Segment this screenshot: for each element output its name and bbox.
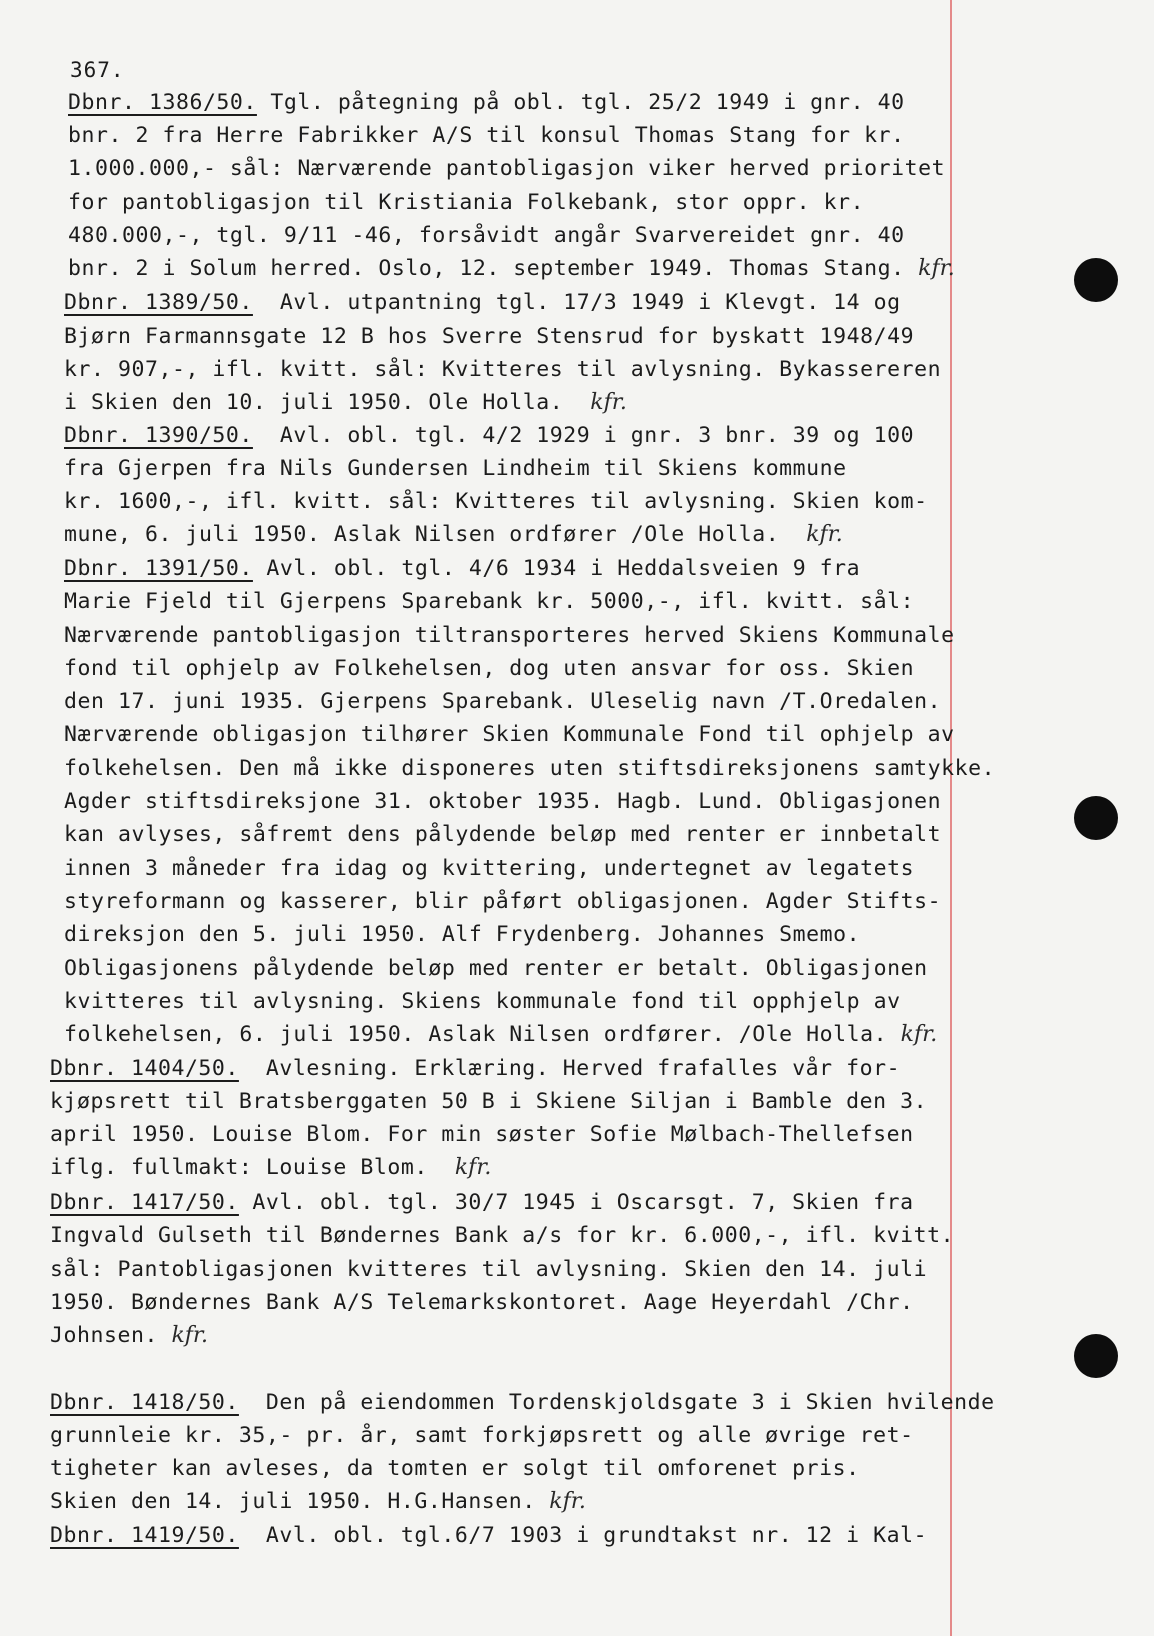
punch-hole — [1074, 1334, 1118, 1378]
entry-text: Avl. obl. tgl.6/7 1903 i grundtakst nr. 12 i Kal- — [265, 1523, 928, 1548]
entry-text: sål: Pantobligasjonen kvitteres til avlysning. Skien den 14. juli — [50, 1257, 928, 1282]
entry-number: Dbnr. 1419/50. — [50, 1523, 239, 1548]
entry-number: Dbnr. 1391/50. — [64, 556, 253, 581]
entry-text: fond til ophjelp av Folkehelsen, dog uten ansvar for oss. Skien — [64, 656, 915, 681]
entry-text: kvitteres til avlysning. Skiens kommunale fond til opphjelp av — [64, 989, 901, 1014]
entry-text: Avl. obl. tgl. 4/6 1934 i Heddalsveien 9 fra — [266, 556, 861, 581]
entry-text: kr. 1600,-, ifl. kvitt. sål: Kvitteres til avlysning. Skien kom- — [64, 489, 928, 514]
entry-text: 480.000,-, tgl. 9/11 -46, forsåvidt angår Svarvereidet gnr. 40 — [68, 223, 905, 248]
entry-text: for pantobligasjon til Kristiania Folkebank, stor oppr. kr. — [68, 190, 865, 215]
punch-hole — [1074, 796, 1118, 840]
entry-text: innen 3 måneder fra idag og kvittering, undertegnet av legatets — [64, 856, 915, 881]
entry-text: tigheter kan avleses, da tomten er solgt til omforenet pris. — [50, 1456, 860, 1481]
entry-number: Dbnr. 1390/50. — [64, 423, 253, 448]
entry-text: april 1950. Louise Blom. For min søster Sofie Mølbach-Thellefsen — [50, 1122, 914, 1147]
entry-text: Ingvald Gulseth til Bøndernes Bank a/s for kr. 6.000,-, ifl. kvitt. — [50, 1223, 955, 1248]
punch-hole — [1074, 258, 1118, 302]
entry-text: Agder stiftsdireksjone 31. oktober 1935. Hagb. Lund. Obligasjonen — [64, 789, 942, 814]
initials-signature: kfr. — [900, 1022, 938, 1047]
entry-number: Dbnr. 1404/50. — [50, 1056, 239, 1081]
initials-signature: kfr. — [806, 522, 843, 547]
entry-text: mune, 6. juli 1950. Aslak Nilsen ordfører /Ole Holla. — [64, 522, 780, 547]
entry-number: Dbnr. 1418/50. — [50, 1390, 239, 1415]
entry-text: Tgl. påtegning på obl. tgl. 25/2 1949 i gnr. 40 — [270, 90, 905, 115]
entry-text: folkehelsen, 6. juli 1950. Aslak Nilsen ordfører. /Ole Holla. — [64, 1022, 888, 1047]
entry-text: styreformann og kasserer, blir påført obligasjonen. Agder Stifts- — [64, 889, 942, 914]
entry-text: bnr. 2 i Solum herred. Oslo, 12. september 1949. Thomas Stang. — [68, 256, 905, 281]
initials-signature: kfr. — [171, 1323, 209, 1348]
entry-text: bnr. 2 fra Herre Fabrikker A/S til konsul Thomas Stang for kr. — [68, 123, 905, 148]
entry-text: Avl. obl. tgl. 30/7 1945 i Oscarsgt. 7, Skien fra — [252, 1190, 914, 1215]
entry-text: Den på eiendommen Tordenskjoldsgate 3 i Skien hvilende — [265, 1390, 995, 1415]
entry-text: kan avlyses, såfremt dens pålydende beløp med renter er innbetalt — [64, 822, 942, 847]
entry-text: direksjon den 5. juli 1950. Alf Frydenberg. Johannes Smemo. — [64, 922, 861, 947]
entry-number: Dbnr. 1389/50. — [64, 290, 253, 315]
entry-text: Avl. utpantning tgl. 17/3 1949 i Klevgt. 14 og — [279, 290, 901, 315]
entry-text: Nærværende obligasjon tilhører Skien Kommunale Fond til ophjelp av — [64, 722, 955, 747]
entry-text: kjøpsrett til Bratsberggaten 50 B i Skiene Siljan i Bamble den 3. — [50, 1089, 928, 1114]
initials-signature: kfr. — [549, 1489, 586, 1514]
entry-text: 1.000.000,- sål: Nærværende pantobligasjon viker herved prioritet — [68, 156, 946, 181]
entry-text: Bjørn Farmannsgate 12 B hos Sverre Stensrud for byskatt 1948/49 — [64, 324, 915, 349]
initials-signature: kfr. — [918, 256, 955, 281]
entry-text: Obligasjonens pålydende beløp med renter er betalt. Obligasjonen — [64, 956, 928, 981]
entry-text: iflg. fullmakt: Louise Blom. — [50, 1155, 428, 1180]
entry-text: Nærværende pantobligasjon tiltransporteres herved Skiens Kommunale — [64, 623, 955, 648]
initials-signature: kfr. — [590, 390, 627, 415]
entry-text: Johnsen. — [50, 1323, 158, 1348]
entry-text: den 17. juni 1935. Gjerpens Sparebank. Uleselig navn /T.Oredalen. — [64, 689, 942, 714]
entry-text: 1950. Bøndernes Bank A/S Telemarkskontoret. Aage Heyerdahl /Chr. — [50, 1290, 914, 1315]
entry-text: i Skien den 10. juli 1950. Ole Holla. — [64, 390, 564, 415]
entry-text: Skien den 14. juli 1950. H.G.Hansen. — [50, 1489, 536, 1514]
entry-text: Avlesning. Erklæring. Herved frafalles vår for- — [265, 1056, 901, 1081]
entry-text: kr. 907,-, ifl. kvitt. sål: Kvitteres til avlysning. Bykassereren — [64, 357, 942, 382]
entry-number: Dbnr. 1417/50. — [50, 1190, 239, 1215]
entry-text: fra Gjerpen fra Nils Gundersen Lindheim til Skiens kommune — [64, 456, 847, 481]
entry-text: grunnleie kr. 35,- pr. år, samt forkjøpsrett og alle øvrige ret- — [50, 1423, 914, 1448]
entry-text: Avl. obl. tgl. 4/2 1929 i gnr. 3 bnr. 39 og 100 — [279, 423, 915, 448]
entry-text: Marie Fjeld til Gjerpens Sparebank kr. 5000,-, ifl. kvitt. sål: — [64, 589, 915, 614]
entry-text: folkehelsen. Den må ikke disponeres uten stiftsdireksjonens samtykke. — [64, 756, 996, 781]
initials-signature: kfr. — [454, 1155, 492, 1180]
entry-number: Dbnr. 1386/50. — [68, 90, 257, 115]
page-number: 367. — [70, 58, 125, 82]
